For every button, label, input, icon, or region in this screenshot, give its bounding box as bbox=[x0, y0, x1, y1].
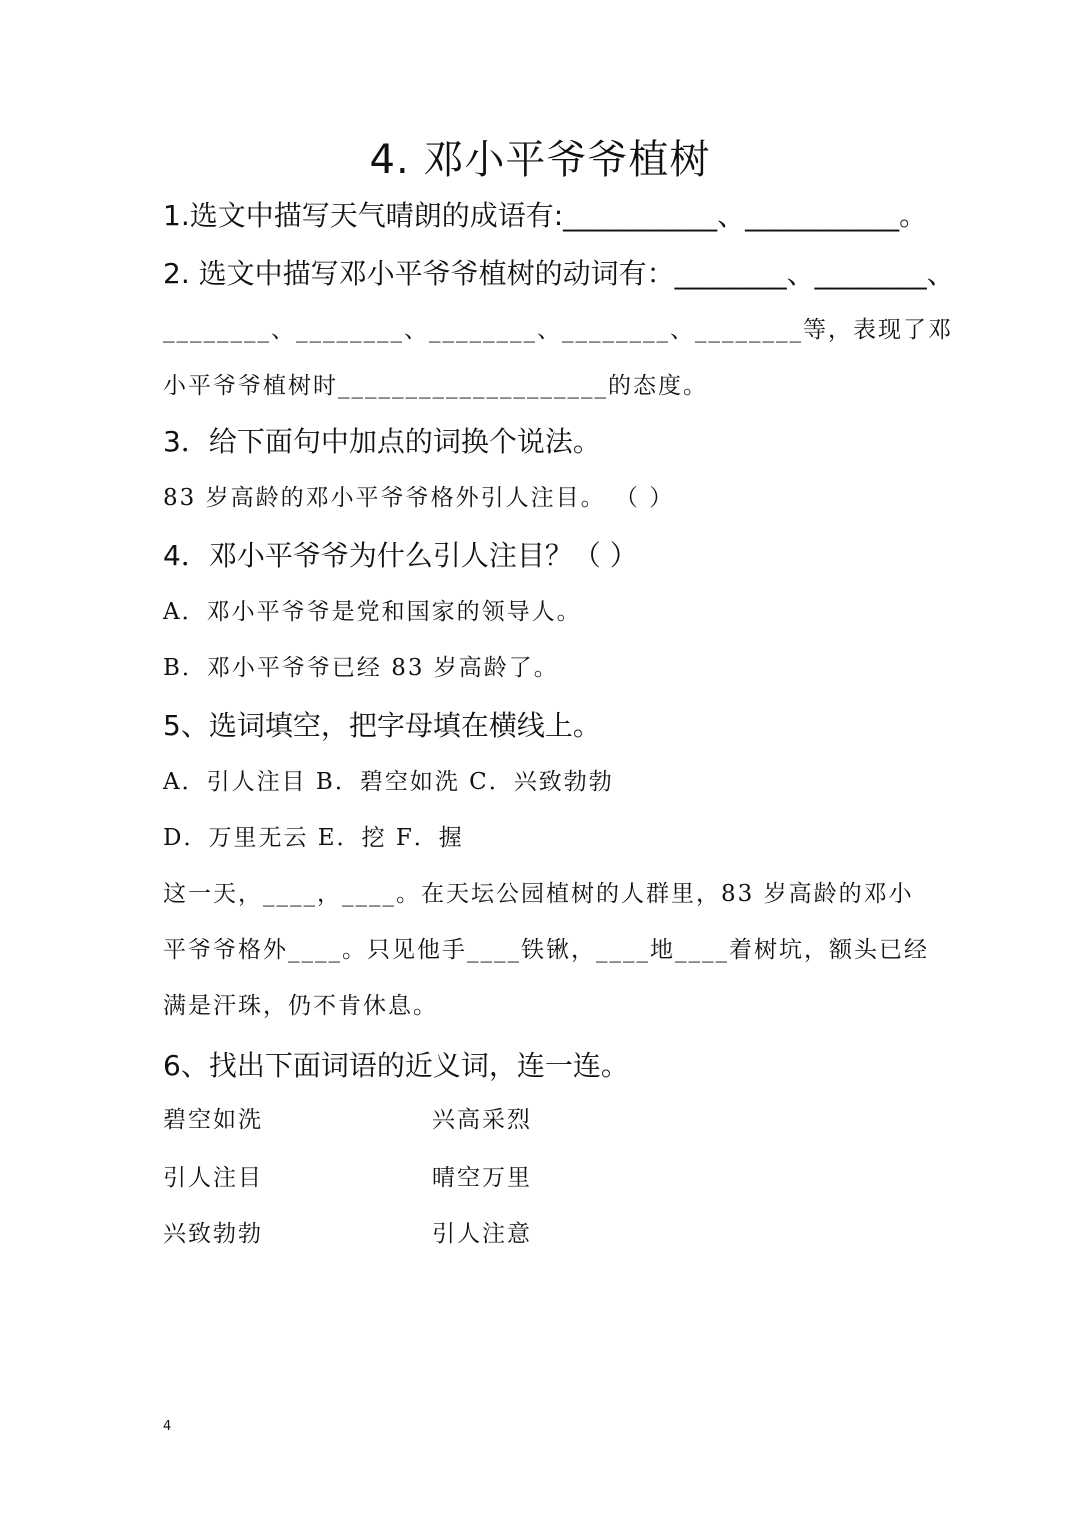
question-5: 5、选词填空，把字母填在横线上。 bbox=[163, 709, 601, 742]
question-4-option-a: A．邓小平爷爷是党和国家的领导人。 bbox=[163, 599, 582, 625]
question-2-line-2: ________、________、________、________、________等，表现了邓 bbox=[163, 317, 953, 343]
q6-right-word: 兴高采烈 bbox=[432, 1107, 532, 1133]
question-2-line-1: 2. 选文中描写邓小平爷爷植树的动词有：________、________、 bbox=[163, 257, 955, 290]
question-6: 6、找出下面词语的近义词，连一连。 bbox=[163, 1049, 629, 1082]
question-5-options-1: A．引人注目 B．碧空如洗 C．兴致勃勃 bbox=[163, 769, 614, 795]
q6-right-word: 晴空万里 bbox=[432, 1165, 532, 1191]
question-4-option-b: B．邓小平爷爷已经 83 岁高龄了。 bbox=[163, 655, 559, 681]
q6-left-word: 引人注目 bbox=[163, 1165, 263, 1191]
question-1: 1.选文中描写天气晴朗的成语有:___________、___________。 bbox=[163, 199, 928, 232]
q6-left-word: 兴致勃勃 bbox=[163, 1221, 263, 1247]
page-title: 4. 邓小平爷爷植树 bbox=[369, 137, 711, 183]
q6-right-word: 引人注意 bbox=[432, 1221, 532, 1247]
page-number: 4 bbox=[163, 1419, 172, 1434]
question-5-text-3: 满是汗珠，仍不肯休息。 bbox=[163, 993, 438, 1019]
question-5-text-2: 平爷爷格外____。只见他手____铁锹，____地____着树坑，额头已经 bbox=[163, 937, 929, 963]
question-2-line-3: 小平爷爷植树时____________________的态度。 bbox=[163, 373, 708, 399]
question-4: 4．邓小平爷爷为什么引人注目？（ ） bbox=[163, 539, 638, 572]
question-5-text-1: 这一天，____，____。在天坛公园植树的人群里，83 岁高龄的邓小 bbox=[163, 881, 914, 907]
question-5-options-2: D．万里无云 E．挖 F．握 bbox=[163, 825, 464, 851]
q6-left-word: 碧空如洗 bbox=[163, 1107, 263, 1133]
question-3: 3．给下面句中加点的词换个说法。 bbox=[163, 425, 601, 458]
question-3-sentence: 83 岁高龄的邓小平爷爷格外引人注目。 （ ） bbox=[163, 485, 675, 511]
